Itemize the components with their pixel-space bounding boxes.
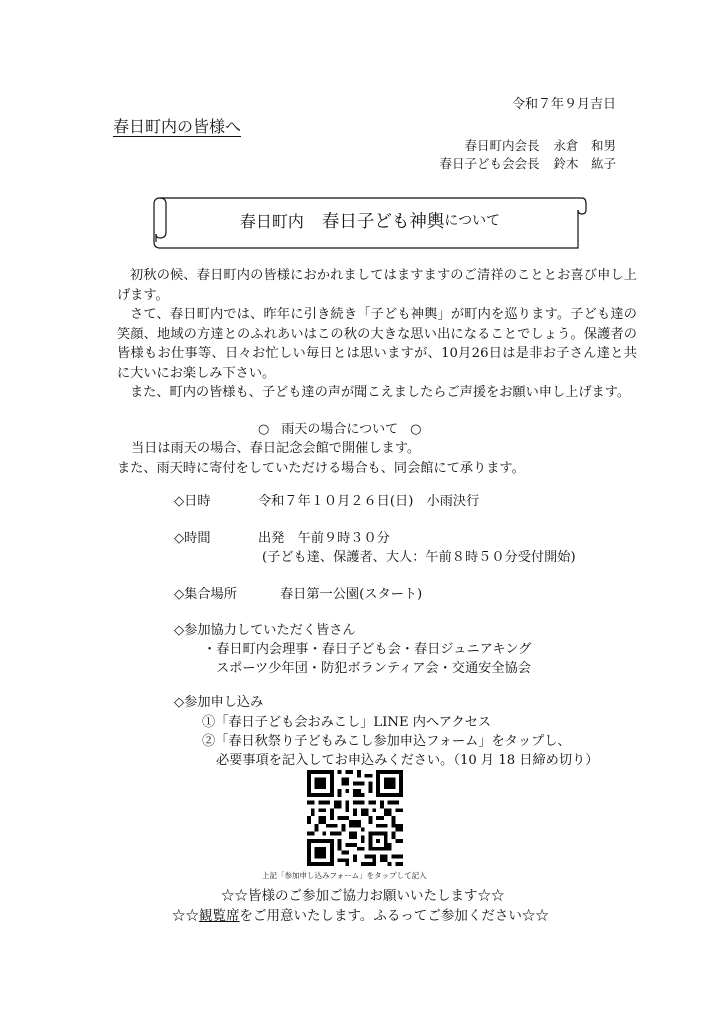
time-value: 出発 午前９時３０分 <box>258 531 390 546</box>
cooperation-line-2: スポーツ少年団・防犯ボランティア会・交通安全協会 <box>216 661 531 676</box>
signer-name: 永倉 和男 <box>553 138 616 153</box>
place-value: 春日第一公園(スタート) <box>280 587 423 602</box>
closing-suffix: をご用意いたします。ふるってご参加ください☆☆ <box>239 908 549 924</box>
qr-caption: 上記「参加申し込みフォーム」をタップして記入 <box>262 871 427 880</box>
signer-chairman <box>464 136 616 154</box>
title-suffix: について <box>444 213 501 229</box>
time-note: (子ども達、保護者、大人：午前８時５０分受付開始) <box>262 550 576 565</box>
closing-prefix: ☆☆ <box>172 908 199 924</box>
apply-step-2-continued: 必要事項を記入してお申込みください。（10 月 18 日締め切り） <box>216 753 599 768</box>
rain-heading <box>258 418 421 437</box>
time-label: ◇時間 <box>174 531 211 546</box>
cooperation-label: ◇参加協力していただく皆さん <box>174 623 356 638</box>
title-main: 春日子ども神輿 <box>321 211 445 232</box>
date-label: ◇日時 <box>174 494 211 509</box>
apply-step-1: ①「春日子ども会おみこし」LINE 内へアクセス <box>202 715 492 730</box>
title-prefix: 春日町内 <box>239 211 304 231</box>
rain-line-1: 当日は雨天の場合、春日記念会館で開催します。 <box>131 441 421 456</box>
circle-mark: ○ <box>410 422 422 437</box>
closing-line-2 <box>172 904 549 924</box>
addressee: 春日町内の皆様へ <box>113 117 242 136</box>
cooperation-line-1: ・春日町内会理事・春日子ども会・春日ジュニアキング <box>203 642 532 657</box>
circle-mark: ○ <box>258 422 270 437</box>
paragraph-announcement: さて、春日町内では、昨年に引き続き「子ども神輿」が町内を巡ります。子ども達の笑顔、地域の方達とのふれあいはこの秋の大きな思い出になることでしょう。保護者の皆様もお仕事等、日々お忙しい毎日とは思いますが、10月26日は是非お子さん達と共に大いにお楽しみ下さい。 <box>117 307 637 381</box>
closing-line-1: ☆☆皆様のご参加ご協力お願いいたします☆☆ <box>221 888 505 904</box>
apply-label: ◇参加申し込み <box>174 695 264 710</box>
signer-role: 春日町内会長 <box>464 138 540 153</box>
date-value: 令和７年１０月２６日(日) 小雨決行 <box>258 494 480 509</box>
document-date: 令和７年９月吉日 <box>511 97 616 112</box>
qr-code-icon[interactable] <box>307 770 403 866</box>
title-scroll <box>150 192 590 252</box>
place-label: ◇集合場所 <box>174 587 237 602</box>
viewing-seats-text: 観覧席 <box>199 908 240 924</box>
signer-kids-chair <box>439 154 616 172</box>
paragraph-request: また、町内の皆様も、子ども達の声が聞こえましたらご声援をお願い申し上げます。 <box>130 385 631 400</box>
apply-step-2: ②「春日秋祭り子どもみこし参加申込フォーム」をタップし、 <box>202 734 571 749</box>
page-title <box>150 192 590 248</box>
rain-line-2: また、雨天時に寄付をしていただける場合も、同会館にて承ります。 <box>117 461 525 476</box>
signer-name: 鈴木 紘子 <box>553 156 616 171</box>
paragraph-greeting: 初秋の候、春日町内の皆様におかれましてはますますのご清祥のこととお喜び申し上げます。 <box>117 268 637 303</box>
rain-heading-text: 雨天の場合について <box>281 422 399 437</box>
signer-role: 春日子ども会会長 <box>439 156 540 171</box>
